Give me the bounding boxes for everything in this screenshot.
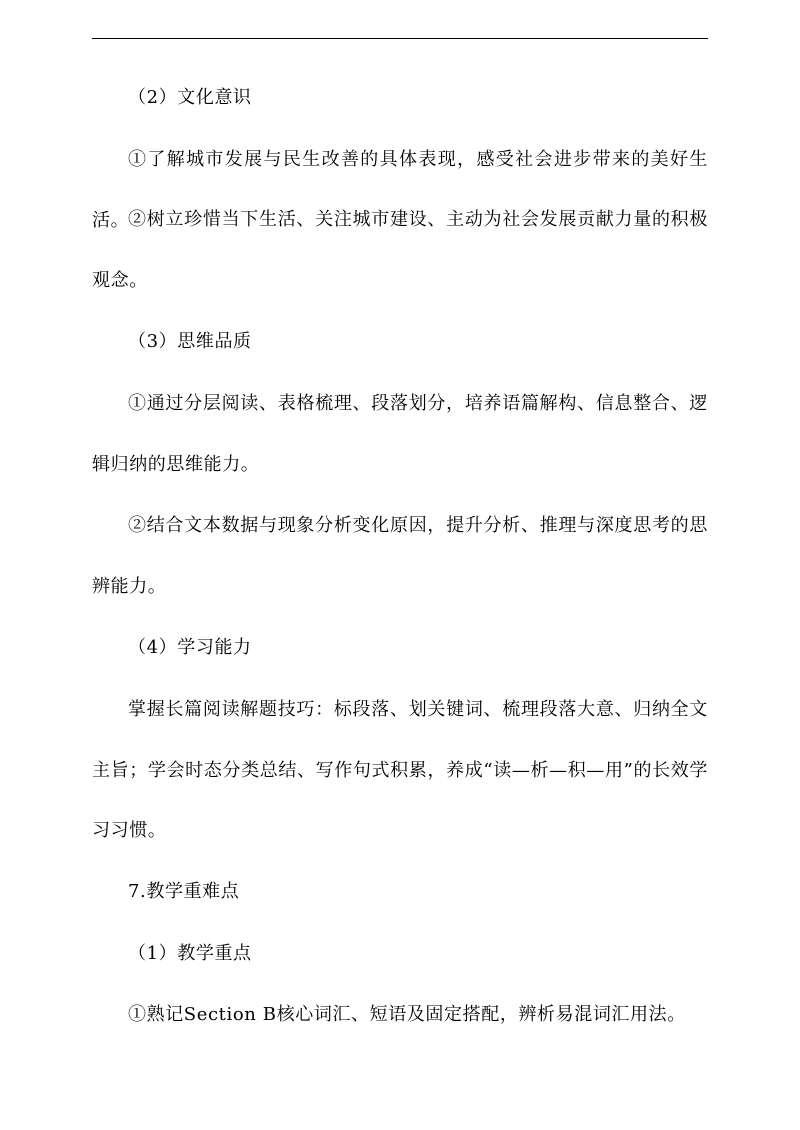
key-points-heading: （1）教学重点 (128, 943, 252, 964)
header-rule (92, 38, 708, 39)
key-difficult-points-heading: 7.教学重难点 (128, 881, 240, 902)
learning-ability-item: 掌握长篇阅读解题技巧：标段落、划关键词、梳理段落大意、归纳全文主旨；学会时态分类总结、写作句式积累，养成“读—析—积—用”的长效学习习惯。 (92, 699, 708, 841)
learning-ability-heading: （4）学习能力 (128, 637, 252, 658)
cultural-awareness-item-1: ①了解城市发展与民生改善的具体表现，感受社会进步带来的美好生活。 (92, 149, 708, 231)
key-points-item-1: ①熟记Section B核心词汇、短语及固定搭配，辨析易混词汇用法。 (128, 1004, 686, 1025)
cultural-awareness-item-2: ②树立珍惜当下生活、关注城市建设、主动为社会发展贡献力量的积极观念。 (92, 209, 708, 291)
thinking-quality-item-2: ②结合文本数据与现象分析变化原因，提升分析、推理与深度思考的思辨能力。 (92, 515, 708, 597)
cultural-awareness-heading: （2）文化意识 (128, 87, 252, 108)
thinking-quality-heading: （3）思维品质 (128, 331, 252, 352)
thinking-quality-item-1: ①通过分层阅读、表格梳理、段落划分，培养语篇解构、信息整合、逻辑归纳的思维能力。 (92, 393, 708, 475)
